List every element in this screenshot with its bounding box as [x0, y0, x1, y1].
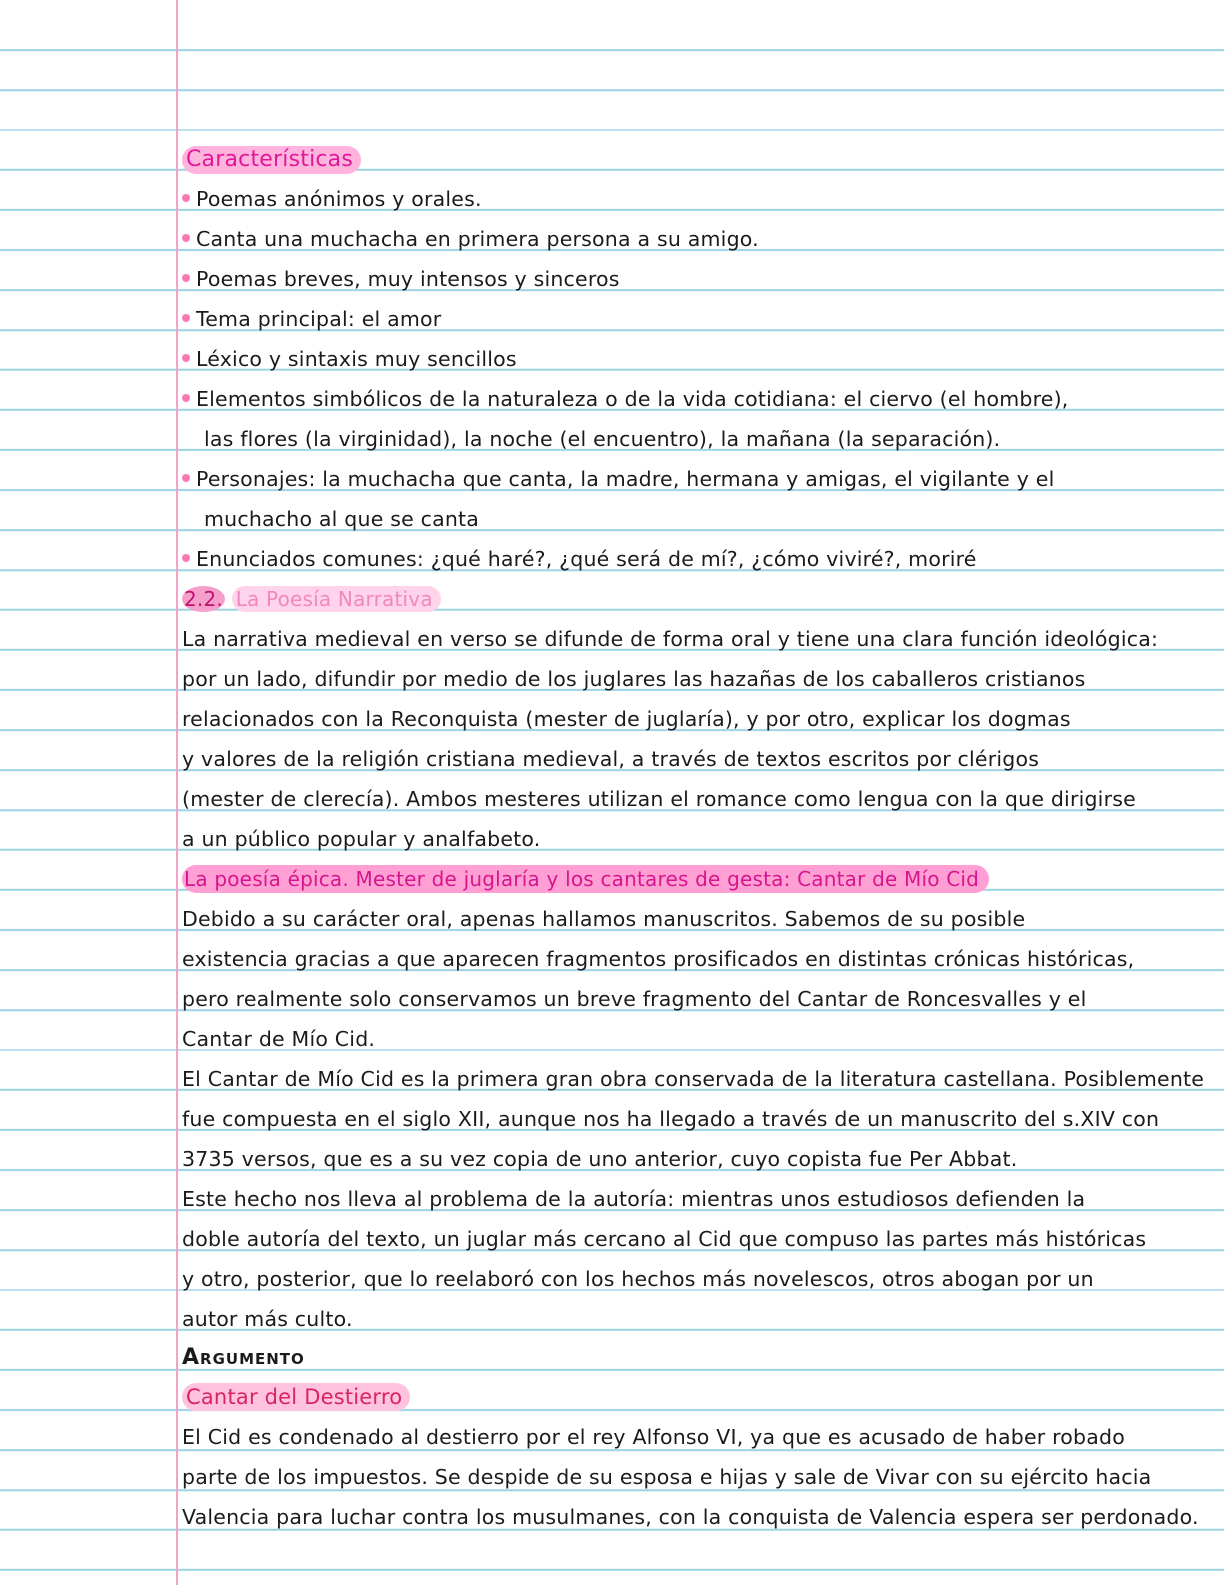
paragraph-line: [182, 939, 1218, 979]
bullet-item: [182, 179, 1218, 219]
paragraph-line: [182, 699, 1218, 739]
bullet-dot-icon: [182, 474, 190, 482]
section-heading-row: [182, 579, 1218, 619]
bullet-item: [182, 339, 1218, 379]
paragraph-text: Este hecho nos lleva al problema de la autoría: mientras unos estudiosos defienden la: [182, 1187, 1086, 1211]
paragraph-line: [182, 1219, 1218, 1259]
page-margin-line: [176, 0, 178, 1585]
bullet-text: muchacho al que se canta: [204, 507, 480, 531]
bullet-dot-icon: [182, 394, 190, 402]
section-heading-row: [182, 1337, 1218, 1377]
paragraph-text: relacionados con la Reconquista (mester de juglaría), y por otro, explicar los dogmas: [182, 707, 1071, 731]
paragraph-line: [182, 1259, 1218, 1299]
paragraph-line: [182, 619, 1218, 659]
heading-poesia-epica: La poesía épica. Mester de juglaría y los cantares de gesta: Cantar de Mío Cid: [182, 865, 989, 893]
bullet-text: Léxico y sintaxis muy sencillos: [196, 347, 517, 371]
heading-poesia-narrativa: La Poesía Narrativa: [232, 586, 441, 612]
heading-argumento: Argumento: [182, 1345, 305, 1370]
paragraph-text: El Cantar de Mío Cid es la primera gran obra conservada de la literatura castellana. Posiblemente: [182, 1067, 1205, 1091]
bullet-item: [182, 379, 1218, 419]
bullet-text: Enunciados comunes: ¿qué haré?, ¿qué será de mí?, ¿cómo viviré?, moriré: [196, 547, 977, 571]
paragraph-text: Valencia para luchar contra los musulmanes, con la conquista de Valencia espera ser perdonado.: [182, 1505, 1199, 1529]
paragraph-line: [182, 1059, 1218, 1099]
bullet-dot-icon: [182, 234, 190, 242]
paragraph-text: autor más culto.: [182, 1307, 353, 1331]
paragraph-line: [182, 1457, 1218, 1497]
paragraph-line: [182, 1417, 1218, 1457]
paragraph-line: [182, 1179, 1218, 1219]
paragraph-text: Cantar de Mío Cid.: [182, 1027, 376, 1051]
bullet-dot-icon: [182, 554, 190, 562]
bullet-text: Personajes: la muchacha que canta, la madre, hermana y amigas, el vigilante y el: [196, 467, 1055, 491]
paragraph-text: por un lado, difundir por medio de los juglares las hazañas de los caballeros cristianos: [182, 667, 1086, 691]
paragraph-line: [182, 899, 1218, 939]
bullet-continuation: [182, 419, 1224, 459]
paragraph-line: [182, 1019, 1218, 1059]
bullet-item: [182, 259, 1218, 299]
paragraph-text: (mester de clerecía). Ambos mesteres utilizan el romance como lengua con la que dirigirse: [182, 787, 1136, 811]
paragraph-line: [182, 1099, 1218, 1139]
paragraph-line: [182, 659, 1218, 699]
bullet-dot-icon: [182, 194, 190, 202]
paragraph-text: y valores de la religión cristiana medieval, a través de textos escritos por clérigos: [182, 747, 1040, 771]
bullet-text: Poemas anónimos y orales.: [196, 187, 482, 211]
section-heading-row: [182, 1377, 1218, 1417]
bullet-item: [182, 539, 1218, 579]
bullet-item: [182, 299, 1218, 339]
bullet-dot-icon: [182, 314, 190, 322]
paragraph-line: [182, 819, 1218, 859]
bullet-text: las flores (la virginidad), la noche (el encuentro), la mañana (la separación).: [204, 427, 1001, 451]
paragraph-text: El Cid es condenado al destierro por el rey Alfonso VI, ya que es acusado de haber robado: [182, 1425, 1125, 1449]
paragraph-line: [182, 1497, 1218, 1537]
bullet-text: Tema principal: el amor: [196, 307, 442, 331]
section-heading-row: [182, 859, 1218, 899]
paragraph-text: Debido a su carácter oral, apenas hallamos manuscritos. Sabemos de su posible: [182, 907, 1026, 931]
bullet-item: [182, 219, 1218, 259]
bullet-text: Poemas breves, muy intensos y sinceros: [196, 267, 620, 291]
heading-caracteristicas: Características: [182, 146, 361, 174]
paragraph-text: fue compuesta en el siglo XII, aunque nos ha llegado a través de un manuscrito del s.XIV con: [182, 1107, 1160, 1131]
paragraph-text: existencia gracias a que aparecen fragmentos prosificados en distintas crónicas históricas,: [182, 947, 1135, 971]
bullet-dot-icon: [182, 354, 190, 362]
paragraph-line: [182, 1299, 1218, 1339]
paragraph-text: doble autoría del texto, un juglar más cercano al Cid que compuso las partes más históricas: [182, 1227, 1147, 1251]
bullet-text: Elementos simbólicos de la naturaleza o de la vida cotidiana: el ciervo (el hombre),: [196, 387, 1069, 411]
paragraph-line: [182, 739, 1218, 779]
section-heading-row: [182, 139, 1218, 179]
paragraph-text: a un público popular y analfabeto.: [182, 827, 541, 851]
bullet-text: Canta una muchacha en primera persona a su amigo.: [196, 227, 759, 251]
section-number: 2.2.: [184, 587, 223, 611]
paragraph-text: 3735 versos, que es a su vez copia de uno anterior, cuyo copista fue Per Abbat.: [182, 1147, 1018, 1171]
paragraph-text: parte de los impuestos. Se despide de su esposa e hijas y sale de Vivar con su ejército hacia: [182, 1465, 1152, 1489]
paragraph-line: [182, 779, 1218, 819]
paragraph-line: [182, 1139, 1218, 1179]
heading-cantar-destierro: Cantar del Destierro: [182, 1383, 410, 1411]
bullet-item: [182, 459, 1218, 499]
bullet-dot-icon: [182, 274, 190, 282]
paragraph-text: La narrativa medieval en verso se difunde de forma oral y tiene una clara función ideológica:: [182, 627, 1159, 651]
paragraph-text: pero realmente solo conservamos un breve fragmento del Cantar de Roncesvalles y el: [182, 987, 1087, 1011]
paragraph-line: [182, 979, 1218, 1019]
bullet-continuation: [182, 499, 1224, 539]
paragraph-text: y otro, posterior, que lo reelaboró con los hechos más novelescos, otros abogan por un: [182, 1267, 1094, 1291]
